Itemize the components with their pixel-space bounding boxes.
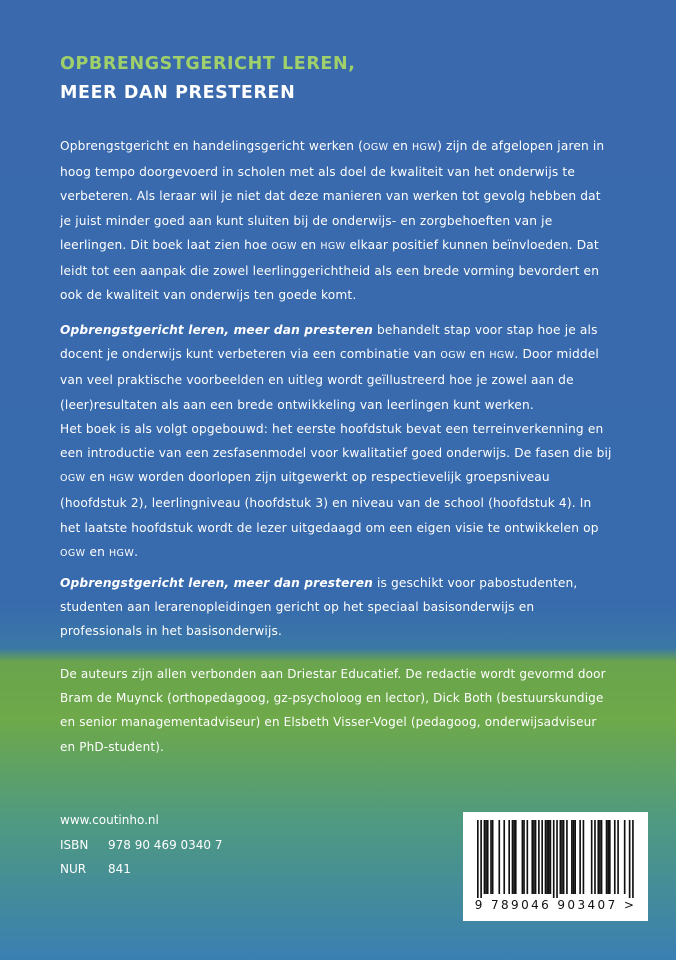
- barcode-bar: [512, 820, 514, 894]
- barcode-bar: [477, 820, 479, 898]
- barcode-bar: [607, 820, 609, 894]
- barcode-bar: [545, 820, 547, 894]
- barcode: [463, 812, 648, 921]
- barcode-bar: [597, 820, 599, 894]
- barcode-bar: [546, 820, 548, 894]
- barcode-bar: [533, 820, 535, 894]
- barcode-bar: [484, 820, 486, 894]
- p3-text-a: Het boek is als volgt opgebouwd: het eerste hoofdstuk bevat een terreinverkenning en een introductie van een zesfasenmodel voor kwalitatief goed onderwijs. De fasen die bij: [60, 421, 612, 461]
- barcode-bar: [522, 820, 524, 894]
- authors-paragraph: [60, 662, 615, 759]
- abbr-hgw: HGW: [320, 240, 346, 252]
- p1-text-a: Opbrengstgericht en handelingsgericht werken (: [60, 139, 363, 153]
- isbn-value: 978 90 469 0340 7: [108, 837, 223, 852]
- abbr-ogw: OGW: [60, 547, 86, 559]
- isbn-row: [60, 833, 223, 858]
- barcode-bar: [560, 820, 562, 894]
- barcode-bar: [591, 820, 593, 894]
- p3-text-d: en: [85, 544, 110, 559]
- barcode-bar: [550, 820, 552, 894]
- abbr-hgw: HGW: [412, 142, 438, 153]
- p1-text-b: en: [388, 139, 413, 153]
- p2-text-c: . Door middel van veel praktische voorbeelden en uitleg wordt geïllustreerd hoe je zowel aan de (leer)resultaten als aan een brede ontwikkeling van leerlingen kunt werken.: [60, 347, 599, 412]
- barcode-number: 9 789046 903407 >: [474, 898, 637, 912]
- barcode-bar: [601, 820, 603, 894]
- nur-label: NUR: [60, 862, 87, 876]
- publication-info: [60, 808, 223, 882]
- abbr-ogw: OGW: [60, 473, 86, 485]
- abbr-ogw: OGW: [271, 240, 297, 252]
- barcode-bar: [548, 820, 550, 894]
- barcode-bar: [614, 820, 616, 894]
- barcode-bar: [527, 820, 529, 894]
- description-paragraph: [60, 318, 615, 566]
- p3-text-b: en: [85, 470, 110, 485]
- intro-paragraph: [60, 134, 615, 307]
- barcode-bar: [490, 820, 492, 894]
- barcode-bar: [606, 820, 608, 894]
- audience-paragraph: [60, 571, 615, 644]
- barcode-bar: [571, 820, 573, 894]
- p2-text-b: en: [465, 347, 490, 362]
- barcode-bar: [492, 820, 494, 894]
- barcode-bar: [599, 820, 601, 894]
- book-title-italic: Opbrengstgericht leren, meer dan presteren: [60, 323, 373, 337]
- barcode-bar: [498, 820, 500, 894]
- p1-text-c: ) zijn de afgelopen jaren in hoog tempo doorgevoerd in scholen met als doel de kwaliteit van het onderwijs te verbeteren. Als leraar wil je niet dat deze manieren van werken tot gevolg hebben dat je juist minder goed aan kunt sluiten bij de onderwijs- en zorgbehoeften van je leerlingen. Dit boek laat zien hoe: [60, 139, 605, 252]
- abbr-ogw: OGW: [440, 350, 466, 362]
- nur-value: 841: [108, 862, 131, 876]
- p1-text-d: en: [296, 237, 321, 252]
- barcode-bar: [535, 820, 537, 894]
- book-title-italic: Opbrengstgericht leren, meer dan presteren: [60, 576, 373, 590]
- barcode-bar: [503, 820, 505, 894]
- barcode-bar: [523, 820, 525, 894]
- barcode-bar: [487, 820, 489, 894]
- barcode-bar: [508, 820, 510, 894]
- barcode-bar: [617, 820, 619, 894]
- abbr-ogw: OGW: [363, 142, 389, 153]
- p2-text-a: behandelt stap voor stap hoe je als docent je onderwijs kunt verbeteren via een combinatie van: [60, 323, 598, 362]
- barcode-bar: [485, 820, 487, 894]
- barcode-bar: [609, 820, 611, 894]
- barcode-bar: [629, 820, 631, 898]
- abbr-hgw: HGW: [109, 473, 135, 485]
- barcode-bar: [538, 820, 540, 894]
- barcode-bar: [515, 820, 517, 894]
- barcode-bar: [556, 820, 558, 898]
- barcode-bar: [566, 820, 568, 894]
- barcode-bar: [574, 820, 576, 894]
- barcode-bar: [594, 820, 596, 894]
- abbr-hgw: HGW: [109, 547, 135, 559]
- p3-text-c: worden doorlopen zijn uitgewerkt op respectievelijk groepsniveau (hoofdstuk 2), leerlingniveau (hoofdstuk 3) en niveau van de school (hoofdstuk 4). In het laatste hoofdstuk wordt de lezer uitgedaagd om een eigen visie te ontwikkelen op: [60, 470, 599, 535]
- website: www.coutinho.nl: [60, 813, 159, 827]
- barcode-bar: [624, 820, 626, 894]
- barcode-bar: [553, 820, 555, 898]
- barcode-bar: [561, 820, 563, 894]
- barcode-bar: [563, 820, 565, 894]
- barcode-bar: [583, 820, 585, 894]
- p3-text-e: .: [134, 544, 139, 559]
- cover-title: [60, 50, 355, 108]
- barcode-bar: [632, 820, 634, 898]
- barcode-bar: [541, 820, 543, 894]
- barcode-bar: [573, 820, 575, 894]
- p4-text-a: is geschikt voor pabostudenten, studenten aan lerarenopleidingen gericht op het speciaal basisonderwijs en professionals in het basisonderwijs.: [60, 576, 578, 639]
- abbr-hgw: HGW: [489, 350, 515, 362]
- barcode-bar: [531, 820, 533, 894]
- title-line-1: OPBRENGSTGERICHT LEREN,: [60, 54, 356, 74]
- barcode-bar: [579, 820, 581, 894]
- barcode-bar: [513, 820, 515, 894]
- barcode-bars: [463, 812, 648, 898]
- nur-row: [60, 857, 223, 882]
- isbn-label: ISBN: [60, 837, 89, 852]
- title-line-2: MEER DAN PRESTEREN: [60, 83, 296, 103]
- authors-text: De auteurs zijn allen verbonden aan Driestar Educatief. De redactie wordt gevormd door Bram de Muynck (orthopedagoog, gz-psycholoog en lector), Dick Both (bestuurskundige en senior managementadviseur) en Elsbeth Visser-Vogel (pedagoog, onderwijsadviseur en PhD-student).: [60, 667, 606, 754]
- barcode-bar: [480, 820, 482, 898]
- p1-text-e: elkaar positief kunnen beïnvloeden. Dat leidt tot een aanpak die zowel leerlinggerichtheid als een brede vorming bevordert en ook de kwaliteit van onderwijs ten goede komt.: [60, 237, 600, 303]
